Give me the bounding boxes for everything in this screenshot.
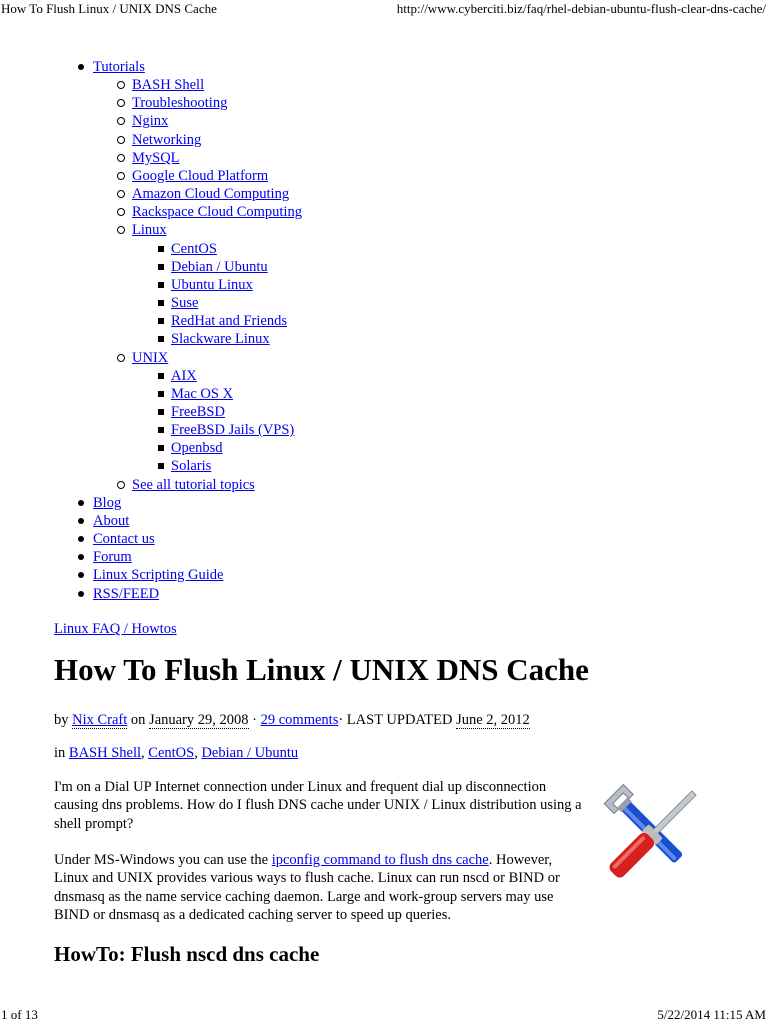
article-paragraph-1: I'm on a Dial UP Internet connection under Linux and frequent dial up disconnection causing dns problems. How do I flush DNS cache under UNIX / Linux distribution using a shell prompt?	[54, 779, 582, 832]
nav-link-blog[interactable]: Blog	[93, 494, 122, 511]
category-link-debian-ubuntu[interactable]: Debian / Ubuntu	[201, 745, 299, 761]
nav-link-slackware[interactable]: Slackware Linux	[171, 331, 270, 348]
print-footer-page: 1 of 13	[1, 1007, 38, 1022]
updated-date: June 2, 2012	[456, 712, 530, 728]
cats-in: in	[54, 745, 69, 761]
main-nav	[54, 58, 302, 603]
nav-link-about[interactable]: About	[93, 512, 130, 529]
nav-submenu-unix	[132, 367, 302, 476]
nav-link-see-all-topics[interactable]: See all tutorial topics	[132, 476, 255, 493]
nav-link-google-cloud[interactable]: Google Cloud Platform	[132, 167, 269, 184]
p2-text-b: . However, Linux and UNIX provides various ways to flush cache. Linux can run nscd or BIND or dnsmasq as the name service caching daemon. Large and work-group servers may use BIND or dnsmasq as a dedicated caching server to speed up queries.	[54, 852, 560, 923]
nav-link-linux[interactable]: Linux	[132, 222, 167, 239]
breadcrumb-link-linux-faq[interactable]: Linux FAQ / Howtos	[54, 621, 177, 637]
article-meta	[54, 712, 530, 729]
category-link-bash-shell[interactable]: BASH Shell	[68, 745, 142, 761]
nav-link-contact[interactable]: Contact us	[93, 531, 155, 548]
article-categories	[54, 745, 298, 762]
publish-date: January 29, 2008	[149, 712, 249, 728]
nav-link-solaris[interactable]: Solaris	[171, 458, 212, 475]
comments-link[interactable]: 29 comments	[260, 712, 339, 728]
nav-link-mac-os-x[interactable]: Mac OS X	[171, 385, 234, 402]
ipconfig-link[interactable]: ipconfig command to flush dns cache	[271, 852, 489, 868]
nav-link-rackspace-cloud[interactable]: Rackspace Cloud Computing	[132, 204, 302, 221]
nav-link-networking[interactable]: Networking	[132, 131, 202, 148]
meta-by: by	[54, 712, 73, 728]
nav-link-ubuntu-linux[interactable]: Ubuntu Linux	[171, 276, 253, 293]
cats-comma: ,	[194, 745, 202, 761]
nav-link-mysql[interactable]: MySQL	[132, 149, 180, 166]
nav-link-nginx[interactable]: Nginx	[132, 113, 169, 130]
nav-link-freebsd[interactable]: FreeBSD	[171, 403, 225, 420]
print-header-url: http://www.cyberciti.biz/faq/rhel-debian-ubuntu-flush-clear-dns-cache/	[396, 1, 766, 16]
nav-submenu-tutorials	[93, 76, 302, 494]
nav-link-suse[interactable]: Suse	[171, 295, 199, 312]
print-header-title: How To Flush Linux / UNIX DNS Cache	[1, 1, 217, 16]
nav-link-freebsd-jails[interactable]: FreeBSD Jails (VPS)	[171, 422, 295, 439]
nav-link-bash-shell[interactable]: BASH Shell	[132, 77, 205, 94]
cats-comma: ,	[141, 745, 149, 761]
nav-item-tutorials	[54, 58, 302, 494]
article-paragraph-2	[54, 851, 584, 924]
nav-link-amazon-cloud[interactable]: Amazon Cloud Computing	[132, 186, 290, 203]
nav-link-debian-ubuntu[interactable]: Debian / Ubuntu	[171, 258, 268, 275]
breadcrumb	[54, 621, 177, 638]
nav-link-redhat[interactable]: RedHat and Friends	[171, 313, 287, 330]
p2-text-a: Under MS-Windows you can use the	[54, 852, 272, 868]
wrench-screwdriver-icon	[588, 774, 718, 894]
author-link[interactable]: Nix Craft	[72, 712, 128, 728]
nav-submenu-linux	[132, 240, 302, 349]
nav-link-aix[interactable]: AIX	[171, 367, 197, 384]
nav-link-unix[interactable]: UNIX	[132, 349, 169, 366]
meta-updated-label: · LAST UPDATED	[338, 712, 457, 728]
meta-on: on	[127, 712, 150, 728]
nav-link-openbsd[interactable]: Openbsd	[171, 440, 223, 457]
section-heading-flush-nscd: HowTo: Flush nscd dns cache	[54, 942, 320, 966]
nav-link-troubleshooting[interactable]: Troubleshooting	[132, 95, 228, 112]
nav-link-centos[interactable]: CentOS	[171, 240, 217, 257]
nav-link-scripting-guide[interactable]: Linux Scripting Guide	[93, 567, 224, 584]
print-footer-datetime: 5/22/2014 11:15 AM	[657, 1007, 766, 1022]
nav-link-forum[interactable]: Forum	[93, 549, 132, 566]
nav-link-tutorials[interactable]: Tutorials	[93, 59, 145, 75]
category-link-centos[interactable]: CentOS	[148, 745, 195, 761]
meta-sep: ·	[248, 712, 261, 728]
article-title: How To Flush Linux / UNIX DNS Cache	[54, 652, 589, 687]
nav-link-rss-feed[interactable]: RSS/FEED	[93, 585, 160, 602]
